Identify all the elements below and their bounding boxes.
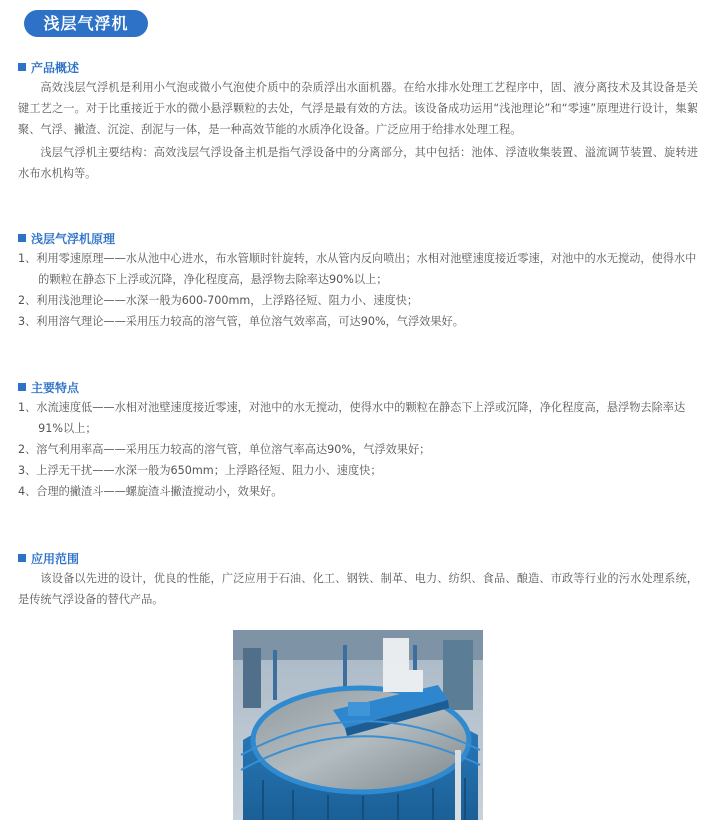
list-item: 2、溶气利用率高——采用压力较高的溶气管，单位溶气率高达90%，气浮效果好；: [18, 443, 431, 456]
section-principle: [18, 230, 698, 332]
list-item: 4、合理的撇渣斗——螺旋渣斗撇渣搅动小，效果好。: [18, 485, 283, 498]
product-photo: [233, 630, 483, 820]
section-heading-text: 应用范围: [31, 551, 80, 566]
section-heading-text: 主要特点: [31, 380, 80, 395]
section-heading: [18, 59, 698, 75]
section-applications: [18, 550, 698, 610]
square-bullet-icon: [18, 63, 26, 71]
paragraph: 高效浅层气浮机是利用小气泡或微小气泡使介质中的杂质浮出水面机器。在给水排水处理工艺程序中，固、液分离技术及其设备是关键工艺之一。对于比重接近于水的微小悬浮颗粒的去处，气浮是最有效的方法。该设备成功运用“浅池理论”和“零速”原理进行设计，集絮聚、气浮、撇渣、沉淀、刮泥与一体，是一种高效节能的水质净化设备。广泛应用于给排水处理工程。: [18, 81, 698, 136]
square-bullet-icon: [18, 383, 26, 391]
list-item: 2、利用浅池理论——水深一般为600-700mm，上浮路径短、阻力小、速度快；: [18, 294, 419, 307]
section-heading-text: 产品概述: [31, 60, 80, 75]
page-title: 浅层气浮机: [24, 10, 148, 37]
list-item: 3、上浮无干扰——水深一般为650mm；上浮路径短、阻力小、速度快；: [18, 464, 382, 477]
section-heading-text: 浅层气浮机原理: [31, 231, 116, 246]
section-heading: [18, 550, 698, 566]
section-overview: [18, 59, 698, 184]
list-item: 1、水流速度低——水相对池壁速度接近零速，对池中的水无搅动，使得水中的颗粒在静态下上浮或沉降，净化程度高，悬浮物去除率达91%以上；: [18, 401, 686, 435]
section-features: [18, 379, 698, 502]
paragraph: 该设备以先进的设计，优良的性能，广泛应用于石油、化工、钢铁、制革、电力、纺织、食品、酿造、市政等行业的污水处理系统，是传统气浮设备的替代产品。: [18, 572, 698, 606]
list-item: 1、利用零速原理——水从池中心进水，布水管顺时针旋转，水从管内反向喷出；水相对池壁速度接近零速，对池中的水无搅动，使得水中的颗粒在静态下上浮或沉降，净化程度高，悬浮物去除率达90%以上；: [18, 252, 697, 286]
paragraph: 浅层气浮机主要结构：高效浅层气浮设备主机是指气浮设备中的分离部分，其中包括：池体、浮渣收集装置、溢流调节装置、旋转进水布水机构等。: [18, 146, 698, 180]
list-item: 3、利用溶气理论——采用压力较高的溶气管，单位溶气效率高，可达90%，气浮效果好。: [18, 315, 464, 328]
square-bullet-icon: [18, 234, 26, 242]
section-heading: [18, 379, 698, 395]
section-heading: [18, 230, 698, 246]
square-bullet-icon: [18, 554, 26, 562]
